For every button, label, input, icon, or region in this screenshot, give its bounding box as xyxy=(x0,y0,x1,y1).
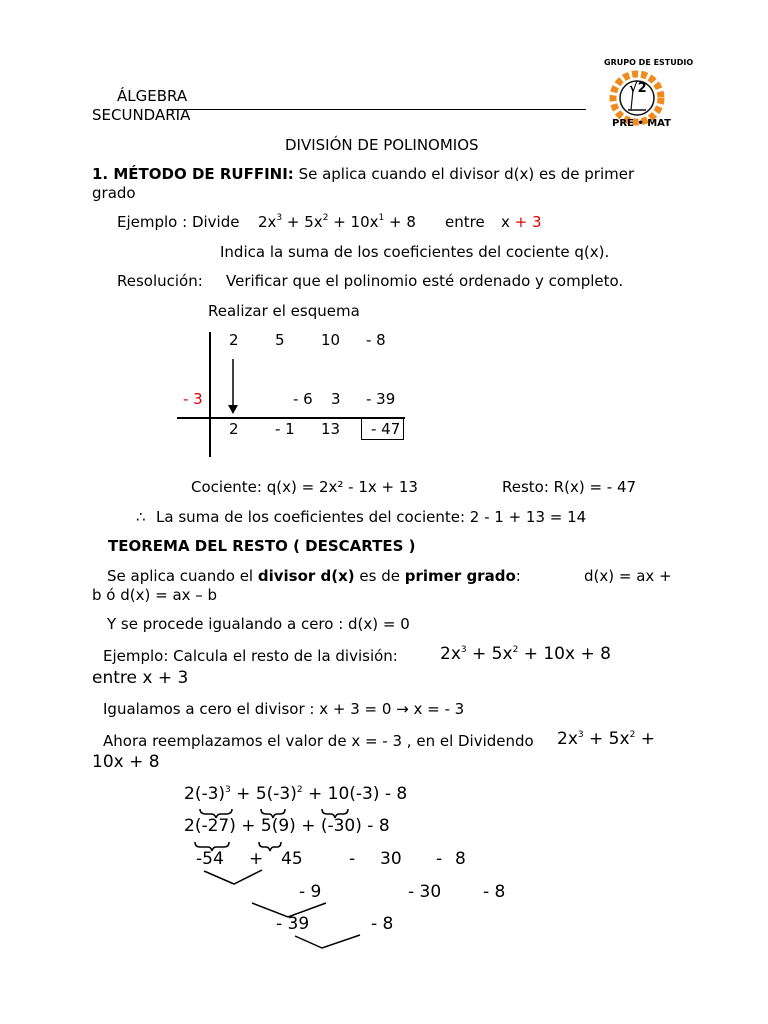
step4-term-2: - 30 xyxy=(408,882,442,902)
header-rule xyxy=(170,109,586,110)
replace-line2: 10x + 8 xyxy=(92,752,160,772)
scheme-r3-c3: 13 xyxy=(321,420,341,438)
scheme-root: - 3 xyxy=(183,390,203,408)
combine-line-1 xyxy=(204,870,262,884)
step3-term-2: 45 xyxy=(281,849,303,869)
ruffini-example-label: Ejemplo : Divide xyxy=(117,213,240,231)
step3-term-4: 8 xyxy=(455,849,466,869)
step3-term-3: 30 xyxy=(380,849,402,869)
step3-term-1: -54 xyxy=(196,849,224,869)
resolution-label: Resolución: xyxy=(117,272,203,290)
theorem-example-poly: $2x^3 + 5x^2 + 10x + 8$ xyxy=(440,644,611,664)
scheme-r1-c2: 5 xyxy=(275,331,285,349)
scheme-r2-c3: - 39 xyxy=(366,390,396,408)
theorem-p1-e: : xyxy=(515,567,521,585)
scheme-r1-c4: - 8 xyxy=(366,331,386,349)
ruffini-example-poly: $2x^3 + 5x^2 + 10x^1 + 8$ xyxy=(258,213,416,231)
theorem-example-line2: entre x + 3 xyxy=(92,668,189,688)
step4-term-3: - 8 xyxy=(483,882,506,902)
step5-term-1: - 39 xyxy=(276,914,310,934)
scheme-r3-c4: - 47 xyxy=(371,420,401,438)
combine-line-3 xyxy=(295,935,360,948)
scheme-r1-c3: 10 xyxy=(321,331,341,349)
theorem-heading: TEOREMA DEL RESTO ( DESCARTES ) xyxy=(108,537,416,555)
divisor-variable: x xyxy=(501,213,510,231)
subject-label: ÁLGEBRA xyxy=(117,87,188,105)
theorem-p1-line2: b ó d(x) = ax – b xyxy=(92,586,218,604)
logo xyxy=(600,58,694,138)
step2: 2(-27) + 5(9) + (-30) - 8 xyxy=(184,816,390,836)
remainder-text: Resto: R(x) = - 47 xyxy=(502,478,637,496)
equate-text: Igualamos a cero el divisor : x + 3 = 0 → x = - 3 xyxy=(103,700,465,718)
step1: $2(-3)^3 + 5(-3)^2 + 10(-3) - 8$ xyxy=(184,784,408,804)
divisor-constant: + 3 xyxy=(514,213,542,231)
ruffini-intro xyxy=(92,165,634,183)
logo-top-text: GRUPO DE ESTUDIO xyxy=(604,58,694,67)
theorem-p1-c: es de xyxy=(354,567,405,585)
scheme-r3-c2: - 1 xyxy=(275,420,295,438)
scheme-vertical-line xyxy=(209,332,211,457)
step3-op-3: - xyxy=(436,849,443,869)
ruffini-instruction: Indica la suma de los coeficientes del cociente q(x). xyxy=(220,243,610,261)
scheme-r2-c2: 3 xyxy=(331,390,341,408)
theorem-example-label: Ejemplo: Calcula el resto de la división: xyxy=(103,647,398,665)
theorem-p1 xyxy=(107,567,521,585)
replace-text: Ahora reemplazamos el valor de x = - 3 , en el Dividendo xyxy=(103,732,534,750)
theorem-p1-a: Se aplica cuando el xyxy=(107,567,258,585)
step4-term-1: - 9 xyxy=(299,882,322,902)
scheme-r2-c1: - 6 xyxy=(293,390,313,408)
step5-term-2: - 8 xyxy=(371,914,394,934)
logo-bottom-text: PRE • MAT xyxy=(612,118,671,129)
coefficient-sum: La suma de los coeficientes del cociente: 2 - 1 + 13 = 14 xyxy=(156,508,587,526)
resolution-text: Verificar que el polinomio esté ordenado y completo. xyxy=(226,272,624,290)
level-label: SECUNDARIA xyxy=(92,106,191,124)
step3-op-2: - xyxy=(349,849,356,869)
scheme-label: Realizar el esquema xyxy=(208,302,360,320)
ruffini-example-between: entre xyxy=(445,213,485,231)
theorem-p1-d: primer grado xyxy=(404,567,516,585)
therefore-symbol: ∴ xyxy=(136,508,146,526)
scheme-r1-c1: 2 xyxy=(229,331,239,349)
scheme-r3-c1: 2 xyxy=(229,420,239,438)
replace-poly: $2x^3 + 5x^2$ + xyxy=(557,729,655,749)
ruffini-heading: 1. MÉTODO DE RUFFINI: xyxy=(92,165,294,183)
ruffini-intro-line2: grado xyxy=(92,184,136,202)
theorem-p1-formula: d(x) = ax + xyxy=(584,567,672,585)
theorem-p1-b: divisor d(x) xyxy=(257,567,355,585)
logo-symbol: √2 xyxy=(629,81,647,96)
theorem-p2: Y se procede igualando a cero : d(x) = 0 xyxy=(107,615,410,633)
page-title: DIVISIÓN DE POLINOMIOS xyxy=(285,136,479,154)
ruffini-divisor xyxy=(501,213,542,231)
step3-op-1: + xyxy=(249,849,264,869)
ruffini-intro-text: Se aplica cuando el divisor d(x) es de primer xyxy=(293,165,635,183)
quotient-text: Cociente: q(x) = 2x² - 1x + 13 xyxy=(191,478,418,496)
